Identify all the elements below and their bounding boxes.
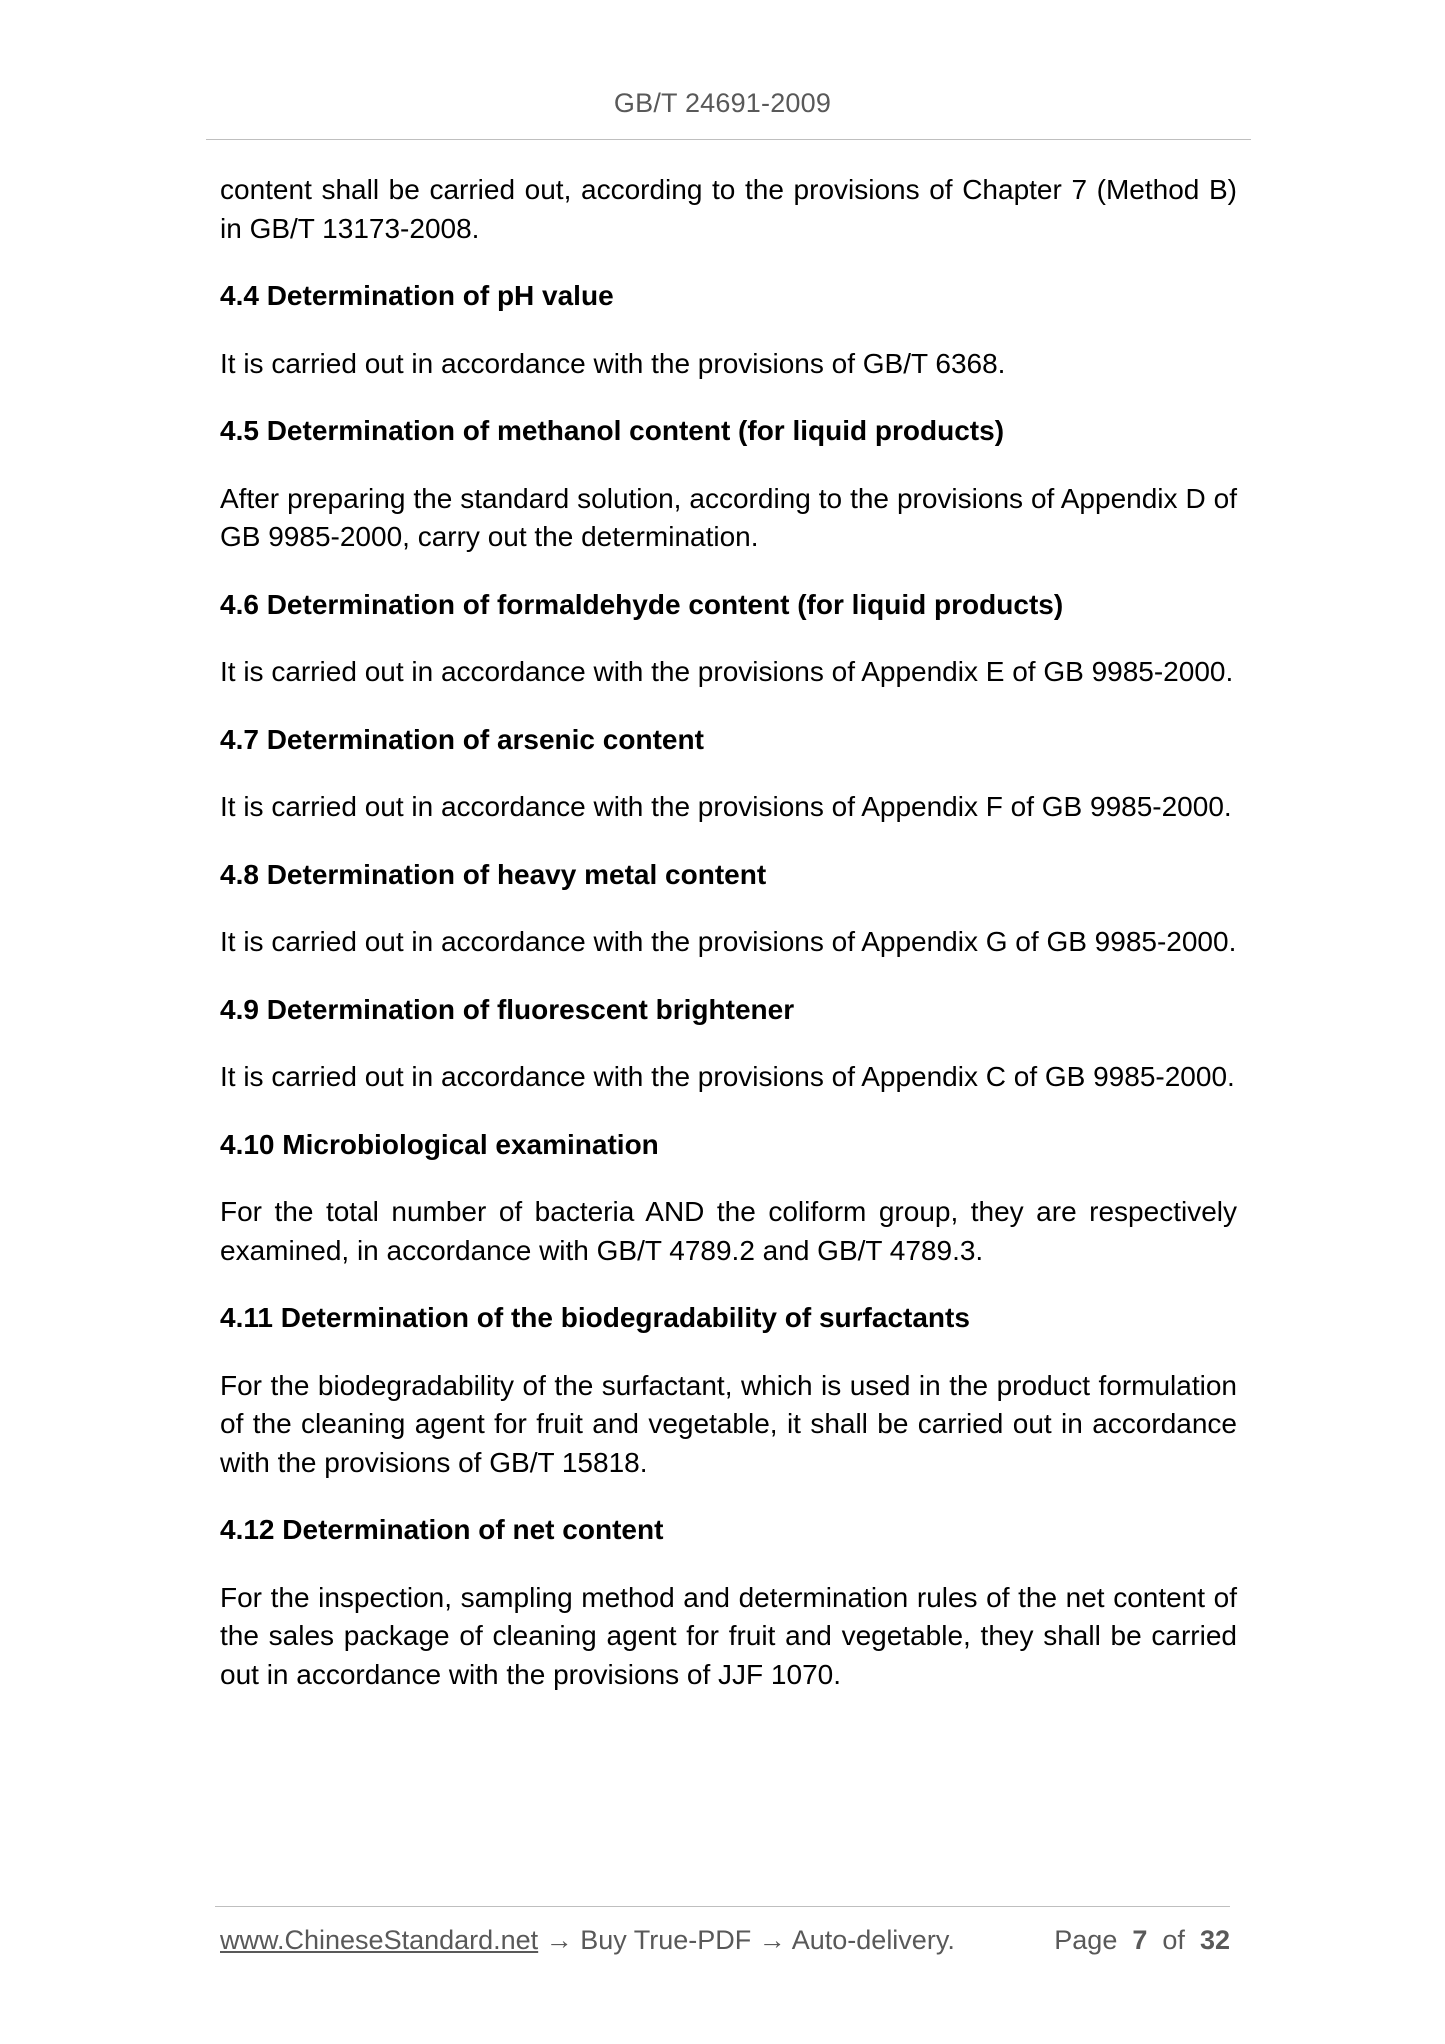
website-link[interactable]: www.ChineseStandard.net <box>220 1925 539 1955</box>
footer-divider <box>215 1906 1230 1907</box>
body-paragraph: For the biodegradability of the surfactant, which is used in the product formulation of the cleaning agent for fruit and vegetable, it shall be carried out in accordance with the provisions of GB/T 15818. <box>220 1369 1237 1478</box>
body-paragraph: It is carried out in accordance with the provisions of GB/T 6368. <box>220 347 1006 379</box>
page-of-label: of <box>1162 1925 1185 1955</box>
page-total: 32 <box>1199 1925 1230 1955</box>
body-paragraph: content shall be carried out, according to the provisions of Chapter 7 (Method B) in GB/T 13173-2008. <box>220 174 1237 244</box>
page-current: 7 <box>1132 1925 1148 1955</box>
section-heading: 4.4 Determination of pH value <box>220 280 614 311</box>
body-paragraph: After preparing the standard solution, according to the provisions of Appendix D of GB 9985-2000, carry out the determination. <box>220 482 1237 552</box>
section-heading: 4.9 Determination of fluorescent brightener <box>220 993 795 1025</box>
section-heading: 4.5 Determination of methanol content (for liquid products) <box>220 415 1005 446</box>
body-paragraph: It is carried out in accordance with the provisions of Appendix C of GB 9985-2000. <box>220 1061 1235 1092</box>
body-paragraph: For the total number of bacteria AND the coliform group, they are respectively examined, in accordance with GB/T 4789.2 and GB/T 4789.3. <box>220 1196 1237 1266</box>
footer-promo <box>220 1925 955 1956</box>
section-heading: 4.12 Determination of net content <box>220 1514 664 1545</box>
section-heading: 4.8 Determination of heavy metal content <box>220 858 767 890</box>
page-indicator <box>1054 1925 1230 1956</box>
section-heading: 4.10 Microbiological examination <box>220 1128 659 1160</box>
section-heading: 4.6 Determination of formaldehyde content (for liquid products) <box>220 588 1064 620</box>
body-paragraph: It is carried out in accordance with the provisions of Appendix G of GB 9985-2000. <box>220 926 1237 957</box>
body-paragraph: It is carried out in accordance with the provisions of Appendix E of GB 9985-2000. <box>220 656 1234 687</box>
section-heading: 4.7 Determination of arsenic content <box>220 723 704 755</box>
document-body <box>220 171 1237 1694</box>
section-heading: 4.11 Determination of the biodegradability of surfactants <box>220 1302 970 1333</box>
body-paragraph: For the inspection, sampling method and determination rules of the net content of the sales package of cleaning agent for fruit and vegetable, they shall be carried out in accordance with the provisions of JJF 1070. <box>220 1581 1237 1690</box>
footer-tagline: → Buy True-PDF → Auto-delivery. <box>538 1925 955 1955</box>
document-code-header: GB/T 24691-2009 <box>613 88 832 118</box>
body-paragraph: It is carried out in accordance with the provisions of Appendix F of GB 9985-2000. <box>220 791 1232 822</box>
header-divider <box>206 139 1251 140</box>
page-label: Page <box>1054 1925 1118 1955</box>
